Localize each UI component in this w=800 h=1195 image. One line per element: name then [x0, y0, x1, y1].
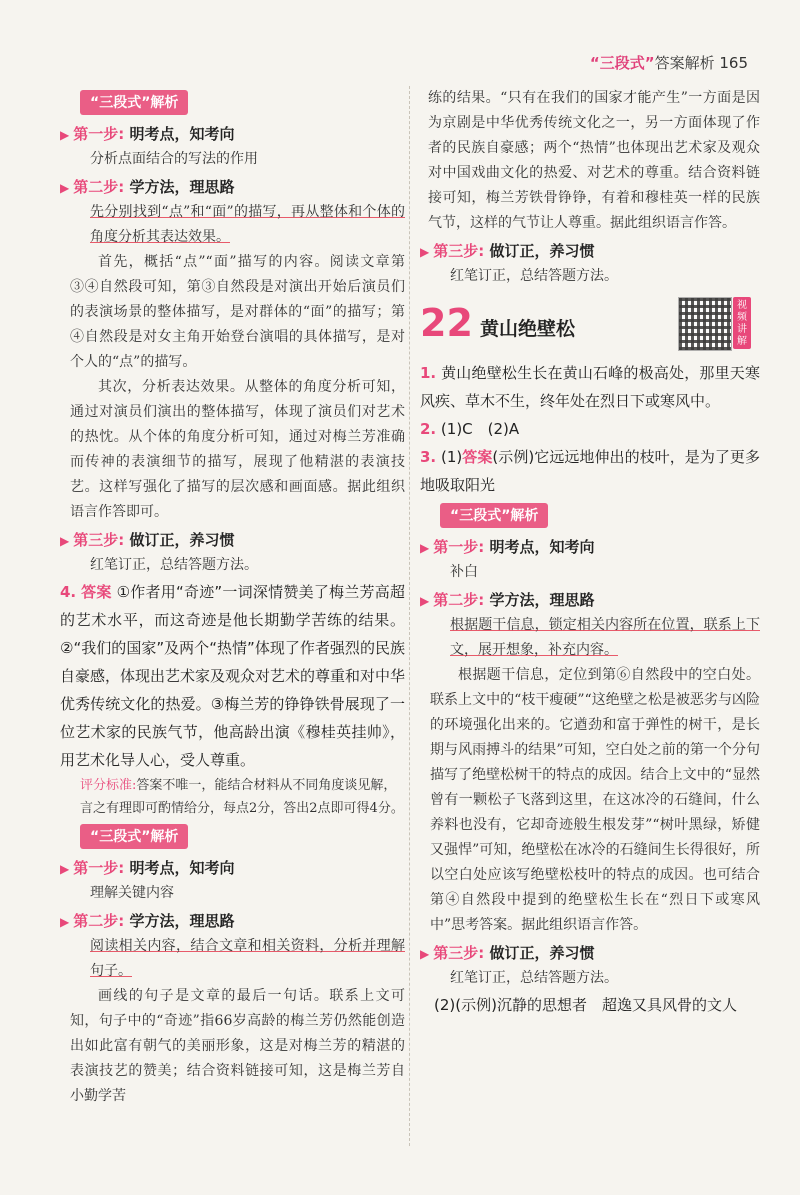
step-three: ▶ 第三步: 做订正，养习惯	[60, 531, 235, 549]
step-one-text: 分析点面结合的写法的作用	[90, 151, 258, 167]
column-divider	[409, 86, 410, 1146]
step-one: ▶ 第一步: 明考点，知考向	[60, 125, 235, 143]
video-label: 视频讲解	[733, 297, 751, 349]
step-three-text: 红笔订正，总结答题方法。	[450, 268, 618, 284]
arrow-icon: ▶	[60, 181, 70, 195]
arrow-icon: ▶	[60, 915, 70, 929]
lesson-title: 黄山绝壁松	[480, 318, 576, 340]
step-two: ▶ 第二步: 学方法，理思路	[420, 591, 595, 609]
arrow-icon: ▶	[420, 594, 430, 608]
lesson-heading	[420, 301, 760, 353]
question-3-part-2: (2)(示例)沉静的思想者 超逸又具风骨的文人	[434, 996, 737, 1014]
right-column	[420, 86, 760, 1019]
qr-code-icon[interactable]	[678, 297, 732, 351]
step-two-text: 阅读相关内容，结合文章和相关资料，分析并理解句子。	[90, 938, 405, 979]
step-three: ▶ 第三步: 做订正，养习惯	[420, 944, 595, 962]
step-one-text: 补白	[450, 564, 478, 580]
step-two: ▶ 第二步: 学方法，理思路	[60, 178, 235, 196]
step-two: ▶ 第二步: 学方法，理思路	[60, 912, 235, 930]
arrow-icon: ▶	[420, 541, 430, 555]
question-1: 1. 黄山绝壁松生长在黄山石峰的极高处，那里天寒风疾、草木不生，终年处在烈日下或寒风中。	[420, 364, 760, 410]
page-header	[590, 52, 748, 73]
analysis-paragraph: 练的结果。“只有在我们的国家才能产生”一方面是因为京剧是中华优秀传统文化之一，另一方面体现了作者的民族自豪感；两个“热情”也体现出艺术家及观众对中国戏曲文化的热爱、对艺术的尊重。结合资料链接可知，梅兰芳铁骨铮铮，有着和穆桂英一样的民族气节，这样的气节让人尊重。据此组织语言作答。	[428, 90, 760, 231]
arrow-icon: ▶	[60, 862, 70, 876]
analysis-paragraph: 其次，分析表达效果。从整体的角度分析可知，通过对演员们演出的整体描写，体现了演员们对艺术的热忱。从个体的角度分析可知，通过对梅兰芳准确而传神的表演细节的描写，展现了他精湛的表演技艺。这样写强化了描写的层次感和画面感。据此组织语言作答即可。	[70, 379, 405, 520]
arrow-icon: ▶	[420, 947, 430, 961]
step-two-text: 根据题干信息，锁定相关内容所在位置，联系上下文，展开想象，补充内容。	[450, 617, 760, 658]
step-one-text: 理解关键内容	[90, 885, 174, 901]
scoring-standard: 评分标准:答案不唯一，能结合材料从不同角度谈见解，言之有理即可酌情给分，每点2分，答出2点即可得4分。	[80, 778, 404, 816]
analysis-paragraph: 根据题干信息，定位到第⑥自然段中的空白处。联系上文中的“枝干瘦硬”“这绝壁之松是被恶劣与凶险的环境强化出来的。它遒劲和富于弹性的树干，是长期与风雨搏斗的结果”可知，空白处之前的第一个分句描写了绝壁松树干的特点的成因。结合上文中的“显然曾有一颗松子飞落到这里，在这冰冷的石缝间，什么养料也没有，它却奇迹般生根发芽”“树叶黑绿，矫健又强悍”可知，绝壁松在冰冷的石缝间生长得很好，所以空白处应该写绝壁松枝叶的特点的成因。也可结合第④自然段中提到的绝壁松生长在“烈日下或寒风中”思考答案。据此组织语言作答。	[430, 667, 760, 933]
header-title: 答案解析	[654, 54, 715, 72]
step-three-text: 红笔订正，总结答题方法。	[90, 557, 258, 573]
question-2: 2. (1)C (2)A	[420, 420, 520, 438]
step-one: ▶ 第一步: 明考点，知考向	[60, 859, 235, 877]
header-brand: “三段式”	[589, 54, 655, 72]
analysis-tag: “三段式”解析	[80, 90, 188, 115]
question-4: 4. 答案 ①作者用“奇迹”一词深情赞美了梅兰芳高超的艺术水平，而这奇迹是他长期勤学苦练的结果。②“我们的国家”及两个“热情”体现了作者强烈的民族自豪感，体现出艺术家及观众对艺术的尊重和对中华优秀传统文化的热爱。③梅兰芳的铮铮铁骨展现了一位艺术家的民族气节，他高龄出演《穆桂英挂帅》，用艺术化导人心，受人尊重。	[60, 583, 406, 769]
analysis-tag: “三段式”解析	[80, 824, 188, 849]
arrow-icon: ▶	[60, 534, 70, 548]
left-column	[60, 86, 405, 1109]
step-three-text: 红笔订正，总结答题方法。	[450, 970, 618, 986]
analysis-tag: “三段式”解析	[440, 503, 548, 528]
step-two-text: 先分别找到“点”和“面”的描写，再从整体和个体的角度分析其表达效果。	[90, 204, 405, 245]
question-3: 3. (1)答案(示例)它远远地伸出的枝叶，是为了更多地吸取阳光	[420, 448, 760, 494]
step-three: ▶ 第三步: 做订正，养习惯	[420, 242, 595, 260]
analysis-paragraph: 画线的句子是文章的最后一句话。联系上文可知，句子中的“奇迹”指66岁高龄的梅兰芳仍然能创造出如此富有朝气的美丽形象，这是对梅兰芳的精湛的表演技艺的赞美；结合资料链接可知，这是梅兰芳自小勤学苦	[70, 988, 405, 1104]
page-number: 165	[719, 54, 748, 72]
arrow-icon: ▶	[420, 245, 430, 259]
arrow-icon: ▶	[60, 128, 70, 142]
lesson-number: 22	[420, 301, 473, 345]
analysis-paragraph: 首先，概括“点”“面”描写的内容。阅读文章第③④自然段可知，第③自然段是对演出开始后演员们的表演场景的整体描写，是对群体的“面”的描写；第④自然段是对女主角开始登台演唱的具体描写，是对个人的“点”的描写。	[70, 254, 405, 370]
step-one: ▶ 第一步: 明考点，知考向	[420, 538, 595, 556]
